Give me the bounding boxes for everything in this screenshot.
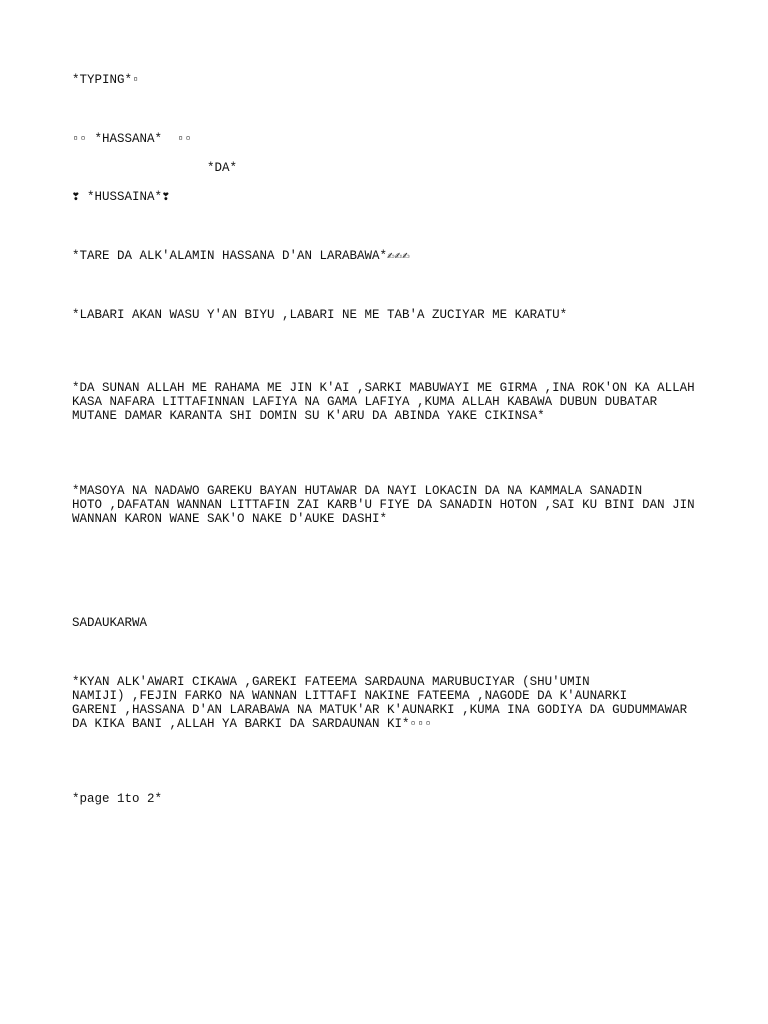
hassana-title: ▫▫ *HASSANA* ▫▫ <box>72 132 193 146</box>
page-number-label: *page 1to 2* <box>72 792 163 806</box>
paragraph-line: NAMIJI) ,FEJIN FARKO NA WANNAN LITTAFI NAKINE FATEEMA ,NAGODE DA K'AUNARKI <box>72 689 628 703</box>
section-heading-sadaukarwa: SADAUKARWA <box>72 616 148 630</box>
hussaina-title: ❣ *HUSSAINA*❣ <box>72 190 170 204</box>
paragraph-line: WANNAN KARON WANE SAK'O NAKE D'AUKE DASHI* <box>72 512 388 526</box>
tagline: *LABARI AKAN WASU Y'AN BIYU ,LABARI NE ME TAB'A ZUCIYAR ME KARATU* <box>72 308 568 322</box>
paragraph-line: *MASOYA NA NADAWO GAREKU BAYAN HUTAWAR DA NAYI LOKACIN DA NA KAMMALA SANADIN <box>72 484 643 498</box>
da-connector: *DA* <box>207 161 238 175</box>
paragraph-line: *DA SUNAN ALLAH ME RAHAMA ME JIN K'AI ,SARKI MABUWAYI ME GIRMA ,INA ROK'ON KA ALLAH <box>72 381 695 395</box>
typing-label: *TYPING*▫ <box>72 73 140 87</box>
paragraph-line: DA KIKA BANI ,ALLAH YA BARKI DA SARDAUNAN KI*▫▫▫ <box>72 717 433 731</box>
paragraph-line: KASA NAFARA LITTAFINNAN LAFIYA NA GAMA LAFIYA ,KUMA ALLAH KABAWA DUBUN DUBATAR <box>72 395 658 409</box>
paragraph-opening-prayer <box>72 381 712 423</box>
paragraph-line: MUTANE DAMAR KARANTA SHI DOMIN SU K'ARU DA ABINDA YAKE CIKINSA* <box>72 409 545 423</box>
paragraph-line: *KYAN ALK'AWARI CIKAWA ,GAREKI FATEEMA SARDAUNA MARUBUCIYAR (SHU'UMIN <box>72 675 590 689</box>
paragraph-dedication <box>72 675 712 731</box>
author-line: *TARE DA ALK'ALAMIN HASSANA D'AN LARABAWA*✍✍✍ <box>72 249 410 263</box>
paragraph-line: GARENI ,HASSANA D'AN LARABAWA NA MATUK'AR K'AUNARKI ,KUMA INA GODIYA DA GUDUMMAWAR <box>72 703 688 717</box>
paragraph-line: HOTO ,DAFATAN WANNAN LITTAFIN ZAI KARB'U FIYE DA SANADIN HOTON ,SAI KU BINI DAN JIN <box>72 498 695 512</box>
paragraph-readers-greeting <box>72 484 712 526</box>
